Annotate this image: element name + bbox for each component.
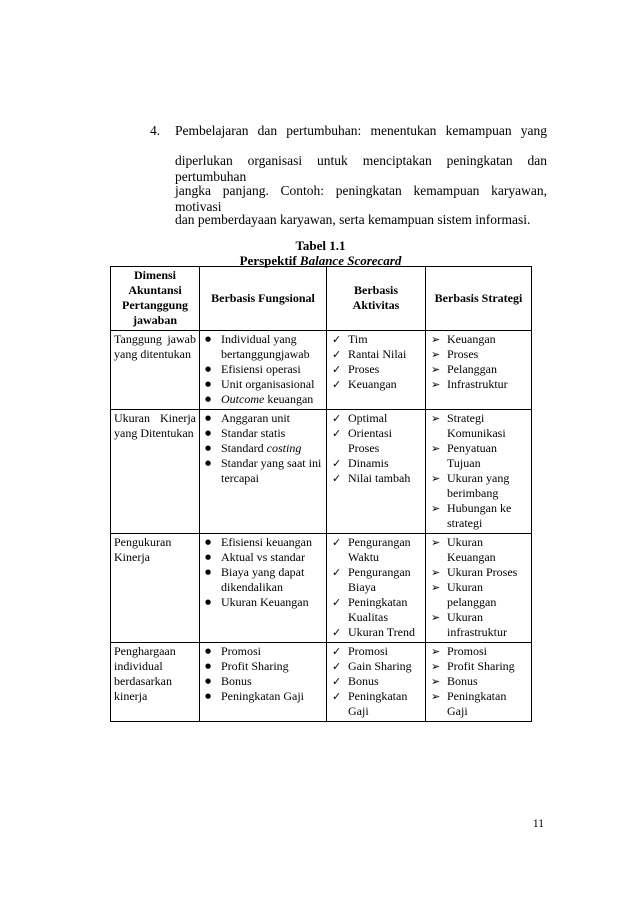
list-item [203, 411, 323, 426]
item-text: Orientasi Proses [348, 426, 392, 455]
item-text: Nilai tambah [348, 471, 411, 485]
list-item [330, 535, 422, 565]
header-fungsional: Berbasis Fungsional [200, 267, 327, 331]
aktivitas-cell [327, 643, 426, 722]
strategi-cell [426, 534, 532, 643]
checkmark-icon [332, 595, 346, 610]
list-item [330, 362, 422, 377]
checkmark-icon [332, 377, 346, 392]
item-text: Ukuran pelanggan [447, 580, 497, 609]
list-item [203, 689, 323, 704]
item-list [429, 332, 528, 392]
list-item [203, 659, 323, 674]
list-item [429, 441, 528, 471]
list-item [330, 674, 422, 689]
list-item [330, 595, 422, 625]
list-item [203, 550, 323, 565]
item-list [429, 411, 528, 531]
item-list [429, 535, 528, 640]
paragraph-line: dan pemberdayaan karyawan, serta kemampuan sistem informasi. [175, 212, 531, 227]
list-item [203, 441, 323, 456]
item-text: Hubungan ke strategi [447, 501, 512, 530]
list-item [429, 644, 528, 659]
item-text: Ukuran Trend [348, 625, 416, 639]
bullet-dot-icon [205, 332, 219, 349]
fungsional-cell [200, 331, 327, 410]
item-text: Ukuran Keuangan [447, 535, 496, 564]
item-text: Promosi [221, 644, 262, 658]
item-text: Tim [348, 332, 368, 346]
list-item [203, 377, 323, 392]
table-row [111, 410, 532, 534]
item-text: Standar statis [221, 426, 286, 440]
item-text: Ukuran infrastruktur [447, 610, 507, 639]
item-list [203, 332, 323, 407]
fungsional-cell [200, 534, 327, 643]
scorecard-table [110, 266, 532, 722]
arrow-right-icon [431, 580, 445, 595]
aktivitas-cell [327, 410, 426, 534]
paragraph-line: diperlukan organisasi untuk menciptakan peningkatan dan pertumbuhan [175, 153, 547, 184]
list-item [330, 411, 422, 426]
item-text: Rantai Nilai [348, 347, 407, 361]
checkmark-icon [332, 456, 346, 471]
table-caption-number: Tabel 1.1 [295, 238, 346, 253]
list-item [330, 471, 422, 486]
bullet-dot-icon [205, 456, 219, 473]
checkmark-icon [332, 535, 346, 550]
list-item [330, 426, 422, 456]
item-text: Strategi Komunikasi [447, 411, 506, 440]
item-text: Penyatuan Tujuan [447, 441, 497, 470]
list-item [203, 644, 323, 659]
paragraph-line: Pembelajaran dan pertumbuhan: menentukan kemampuan yang [175, 123, 547, 138]
arrow-right-icon [431, 362, 445, 377]
strategi-cell [426, 331, 532, 410]
bullet-dot-icon [205, 565, 219, 582]
checkmark-icon [332, 426, 346, 441]
item-text: Promosi [348, 644, 389, 658]
arrow-right-icon [431, 471, 445, 486]
table-header-row [111, 267, 532, 331]
list-item [203, 332, 323, 362]
arrow-right-icon [431, 441, 445, 456]
item-list [203, 535, 323, 610]
table-row [111, 331, 532, 410]
item-text: Peningkatan Gaji [221, 689, 304, 703]
list-item [330, 659, 422, 674]
header-dimensi: Dimensi Akuntansi Pertanggung jawaban [111, 267, 200, 331]
item-text: Peningkatan Gaji [447, 689, 507, 718]
fungsional-cell [200, 410, 327, 534]
item-text: Standard costing [221, 441, 302, 455]
item-text: Unit organisasional [221, 377, 315, 391]
list-item [330, 377, 422, 392]
item-text: Proses [447, 347, 479, 361]
item-text: Ukuran Keuangan [221, 595, 309, 609]
list-item [203, 535, 323, 550]
item-text: Pelanggan [447, 362, 497, 376]
dimension-cell: Ukuran Kinerja yang Ditentukan [111, 410, 200, 534]
fungsional-cell [200, 643, 327, 722]
item-text: Efisiensi keuangan [221, 535, 312, 549]
bullet-dot-icon [205, 689, 219, 706]
item-list [330, 644, 422, 719]
dimension-cell: Tanggung jawab yang ditentukan [111, 331, 200, 410]
list-item [429, 659, 528, 674]
list-item [330, 332, 422, 347]
item-text: Pengurangan Waktu [348, 535, 411, 564]
checkmark-icon [332, 565, 346, 580]
checkmark-icon [332, 689, 346, 704]
arrow-right-icon [431, 411, 445, 426]
strategi-cell [426, 643, 532, 722]
list-item [203, 565, 323, 595]
item-text: Standar yang saat ini tercapai [221, 456, 322, 485]
table-row [111, 643, 532, 722]
list-item [429, 347, 528, 362]
item-text: Promosi [447, 644, 488, 658]
list-item [429, 689, 528, 719]
item-text: Keuangan [348, 377, 397, 391]
list-item [330, 565, 422, 595]
item-text: Infrastruktur [447, 377, 508, 391]
item-text: Anggaran unit [221, 411, 290, 425]
item-text: Biaya yang dapat dikendalikan [221, 565, 305, 594]
header-aktivitas: Berbasis Aktivitas [327, 267, 426, 331]
arrow-right-icon [431, 610, 445, 625]
item-text: Aktual vs standar [221, 550, 305, 564]
item-text: Ukuran yang berimbang [447, 471, 510, 500]
item-text: Pengurangan Biaya [348, 565, 411, 594]
item-list [330, 411, 422, 486]
item-text: Bonus [221, 674, 252, 688]
checkmark-icon [332, 347, 346, 362]
list-item [429, 411, 528, 441]
item-list [203, 411, 323, 486]
list-item [203, 362, 323, 377]
checkmark-icon [332, 674, 346, 689]
paragraph-line: jangka panjang. Contoh: peningkatan kemampuan karyawan, motivasi [175, 183, 547, 214]
list-item [429, 674, 528, 689]
arrow-right-icon [431, 674, 445, 689]
header-strategi: Berbasis Strategi [426, 267, 532, 331]
strategi-cell [426, 410, 532, 534]
bullet-dot-icon [205, 392, 219, 409]
list-item [203, 674, 323, 689]
item-text: Individual yang bertanggungjawab [221, 332, 310, 361]
list-item [429, 377, 528, 392]
item-text: Optimal [348, 411, 388, 425]
checkmark-icon [332, 471, 346, 486]
item-text: Bonus [447, 674, 478, 688]
list-item [330, 347, 422, 362]
list-item [330, 644, 422, 659]
table-body [111, 331, 532, 722]
arrow-right-icon [431, 347, 445, 362]
checkmark-icon [332, 332, 346, 347]
item-text: Profit Sharing [221, 659, 289, 673]
checkmark-icon [332, 659, 346, 674]
arrow-right-icon [431, 689, 445, 704]
checkmark-icon [332, 625, 346, 640]
item-text: Profit Sharing [447, 659, 515, 673]
list-item [429, 580, 528, 610]
list-item [330, 689, 422, 719]
caption-title-plain: Perspektif [239, 253, 297, 268]
item-text: Peningkatan Kualitas [348, 595, 408, 624]
item-text: Proses [348, 362, 380, 376]
arrow-right-icon [431, 659, 445, 674]
caption-title-italic: Balance Scorecard [299, 253, 402, 268]
list-item [203, 392, 323, 407]
arrow-right-icon [431, 377, 445, 392]
list-item [429, 362, 528, 377]
table-row [111, 534, 532, 643]
checkmark-icon [332, 411, 346, 426]
item-list [429, 644, 528, 719]
item-text: Dinamis [348, 456, 389, 470]
item-text: Ukuran Proses [447, 565, 518, 579]
arrow-right-icon [431, 644, 445, 659]
list-item [429, 565, 528, 580]
item-text: Peningkatan Gaji [348, 689, 408, 718]
list-item [429, 610, 528, 640]
item-text: Gain Sharing [348, 659, 412, 673]
checkmark-icon [332, 644, 346, 659]
arrow-right-icon [431, 501, 445, 516]
list-item [203, 426, 323, 441]
list-number: 4. [150, 123, 161, 138]
list-item [203, 595, 323, 610]
arrow-right-icon [431, 535, 445, 550]
list-item [429, 501, 528, 531]
aktivitas-cell [327, 534, 426, 643]
item-list [330, 332, 422, 392]
list-item [330, 456, 422, 471]
item-text: Keuangan [447, 332, 496, 346]
item-text: Bonus [348, 674, 379, 688]
item-text: Efisiensi operasi [221, 362, 301, 376]
arrow-right-icon [431, 332, 445, 347]
arrow-right-icon [431, 565, 445, 580]
item-list [330, 535, 422, 640]
list-item [203, 456, 323, 486]
list-item [330, 625, 422, 640]
checkmark-icon [332, 362, 346, 377]
aktivitas-cell [327, 331, 426, 410]
bullet-dot-icon [205, 595, 219, 612]
dimension-cell: Pengukuran Kinerja [111, 534, 200, 643]
item-list [203, 644, 323, 704]
dimension-cell: Penghargaan individual berdasarkan kinerja [111, 643, 200, 722]
list-item [429, 332, 528, 347]
list-item [429, 535, 528, 565]
list-item [429, 471, 528, 501]
item-text: Outcome keuangan [221, 392, 314, 406]
page-number: 11 [532, 818, 544, 830]
